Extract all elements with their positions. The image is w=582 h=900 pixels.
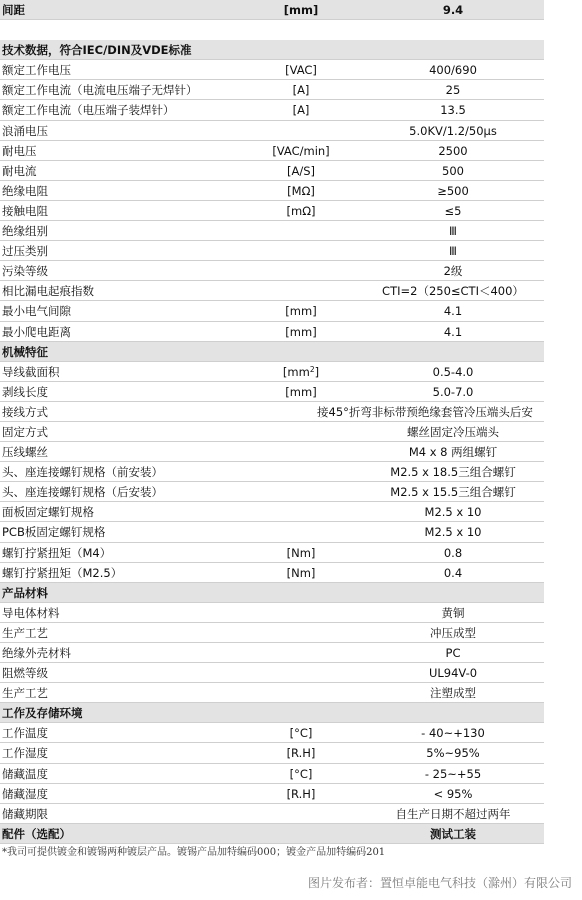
row-value: M2.5 x 10 xyxy=(424,505,482,520)
row-value: 25 xyxy=(445,83,461,98)
row-label: 面板固定螺钉规格 xyxy=(2,505,94,520)
table-row xyxy=(0,322,544,342)
row-unit xyxy=(253,181,349,201)
row-label: 导电体材料 xyxy=(2,605,60,620)
section-header-row xyxy=(0,0,544,20)
row-value: ≤5 xyxy=(444,203,462,218)
row-label: 压线螺丝 xyxy=(2,445,48,460)
table-row xyxy=(0,261,544,281)
row-label: 接线方式 xyxy=(2,404,48,419)
row-label: 间距 xyxy=(2,3,25,17)
row-label: 剥线长度 xyxy=(2,384,48,399)
row-value: 9.4 xyxy=(442,3,464,17)
table-row xyxy=(0,723,544,743)
row-unit xyxy=(253,60,349,80)
section-header-row xyxy=(0,40,544,60)
unit-text: [°C] xyxy=(289,766,313,781)
row-value: 测试工装 xyxy=(430,826,476,841)
row-unit xyxy=(253,784,349,804)
unit-text: [R.H] xyxy=(286,746,316,761)
row-value: Ⅲ xyxy=(449,244,457,259)
table-row xyxy=(0,502,544,522)
unit-text: [R.H] xyxy=(286,786,316,801)
row-value: - 25~+55 xyxy=(424,766,482,781)
row-label: 耐电压 xyxy=(2,143,37,158)
row-unit xyxy=(253,382,349,402)
table-row xyxy=(0,362,544,382)
row-unit xyxy=(253,322,349,342)
row-label: 额定工作电流（电流电压端子无焊针） xyxy=(2,83,198,98)
row-value: 5.0KV/1.2/50μs xyxy=(409,123,497,138)
row-label: 工作温度 xyxy=(2,726,48,741)
table-row xyxy=(0,462,544,482)
row-label: 头、座连接螺钉规格（前安装） xyxy=(2,465,163,480)
unit-text: [mm] xyxy=(285,324,317,339)
row-label: 污染等级 xyxy=(2,264,48,279)
table-row xyxy=(0,603,544,623)
row-value: 4.1 xyxy=(443,304,463,319)
unit-text: [°C] xyxy=(289,726,313,741)
table-row xyxy=(0,301,544,321)
table-row xyxy=(0,643,544,663)
table-row xyxy=(0,442,544,462)
row-label: 耐电流 xyxy=(2,163,37,178)
unit-text-end: ] xyxy=(314,364,320,379)
row-value: 注塑成型 xyxy=(430,686,476,701)
row-label: 头、座连接螺钉规格（后安装） xyxy=(2,485,163,500)
row-value: 2500 xyxy=(438,143,468,158)
row-label: 导线截面积 xyxy=(2,364,60,379)
unit-superscript: 2 xyxy=(309,364,315,374)
row-value: 5.0-7.0 xyxy=(432,384,474,399)
row-value: M4 x 8 两组螺钉 xyxy=(408,445,498,460)
row-unit xyxy=(253,80,349,100)
table-row xyxy=(0,161,544,181)
row-value: 0.5-4.0 xyxy=(432,364,474,379)
row-label: 储藏温度 xyxy=(2,766,48,781)
row-label: 技术数据，符合IEC/DIN及VDE标准 xyxy=(2,43,192,58)
row-label: 绝缘外壳材料 xyxy=(2,646,71,660)
row-label: 配件（选配） xyxy=(2,826,71,841)
unit-text: [VAC] xyxy=(285,63,317,78)
row-value: PC xyxy=(445,646,461,660)
unit-text: [Nm] xyxy=(286,565,316,580)
table-row xyxy=(0,60,544,80)
row-unit xyxy=(253,100,349,120)
row-label: 螺钉拧紧扭矩（M2.5） xyxy=(2,565,123,580)
unit-text: [mm] xyxy=(285,384,317,399)
publisher-credit: 图片发布者：置恒卓能电气科技（滁州）有限公司 xyxy=(307,876,572,890)
row-unit xyxy=(253,0,349,20)
row-unit xyxy=(253,201,349,221)
table-row xyxy=(0,80,544,100)
row-label: PCB板固定螺钉规格 xyxy=(2,525,106,540)
row-label: 工作湿度 xyxy=(2,746,48,761)
table-row xyxy=(0,181,544,201)
table-row xyxy=(0,221,544,241)
table-row xyxy=(0,100,544,120)
row-unit xyxy=(253,764,349,784)
row-label: 绝缘组别 xyxy=(2,224,48,239)
row-value: 冲压成型 xyxy=(430,625,476,640)
row-value: - 40~+130 xyxy=(421,726,485,741)
table-row xyxy=(0,382,544,402)
table-row xyxy=(0,804,544,824)
row-label: 生产工艺 xyxy=(2,686,48,701)
row-label: 螺钉拧紧扭矩（M4） xyxy=(2,545,112,560)
row-label: 接触电阻 xyxy=(2,203,48,218)
row-value: 13.5 xyxy=(440,103,466,118)
row-label: 额定工作电流（电压端子装焊针） xyxy=(2,103,175,118)
row-unit xyxy=(253,743,349,763)
row-label: 储藏湿度 xyxy=(2,786,48,801)
row-value: M2.5 x 10 xyxy=(424,525,482,540)
row-label: 相比漏电起痕指数 xyxy=(2,284,94,299)
row-value: M2.5 x 15.5三组合螺钉 xyxy=(390,485,516,500)
table-row xyxy=(0,543,544,563)
row-label: 生产工艺 xyxy=(2,625,48,640)
row-unit xyxy=(253,723,349,743)
section-header-row xyxy=(0,824,544,844)
row-value: 0.4 xyxy=(443,565,463,580)
row-value: UL94V-0 xyxy=(428,666,478,681)
table-spacer xyxy=(0,20,544,40)
row-value: 4.1 xyxy=(443,324,463,339)
row-unit xyxy=(253,161,349,181)
row-label: 阻燃等级 xyxy=(2,666,48,681)
unit-text: [Nm] xyxy=(286,545,316,560)
table-row xyxy=(0,623,544,643)
row-value: 500 xyxy=(442,163,464,178)
unit-text: [A] xyxy=(292,103,310,118)
unit-text: [A/S] xyxy=(286,163,315,178)
table-row xyxy=(0,784,544,804)
section-header-row xyxy=(0,703,544,723)
row-unit xyxy=(253,543,349,563)
row-value: ≥500 xyxy=(437,183,469,198)
row-label: 储藏期限 xyxy=(2,806,48,821)
row-label: 最小爬电距离 xyxy=(2,324,71,339)
row-value: 400/690 xyxy=(429,63,477,78)
table-row xyxy=(0,281,544,301)
row-value: CTI=2（250≤CTI＜400） xyxy=(382,284,524,299)
table-row xyxy=(0,683,544,703)
table-row xyxy=(0,482,544,502)
unit-text: [mΩ] xyxy=(286,203,316,218)
row-value: 螺丝固定冷压端头 xyxy=(407,424,499,439)
row-value: M2.5 x 18.5三组合螺钉 xyxy=(390,465,516,480)
table-row xyxy=(0,402,544,422)
row-unit xyxy=(253,563,349,583)
table-row xyxy=(0,663,544,683)
table-row xyxy=(0,141,544,161)
row-unit xyxy=(253,362,349,382)
row-value: 自生产日期不超过两年 xyxy=(395,806,511,821)
row-label: 绝缘电阻 xyxy=(2,183,48,198)
unit-text: [A] xyxy=(292,83,310,98)
row-unit xyxy=(253,301,349,321)
unit-text: [mm xyxy=(282,364,310,379)
section-header-row xyxy=(0,342,544,362)
table-row xyxy=(0,764,544,784)
unit-text: [mm] xyxy=(285,304,317,319)
table-row xyxy=(0,201,544,221)
row-label: 机械特征 xyxy=(2,344,48,359)
unit-text: [MΩ] xyxy=(287,183,315,198)
row-value: < 95% xyxy=(433,786,473,801)
table-row xyxy=(0,563,544,583)
row-label: 产品材料 xyxy=(2,585,48,600)
footnote: *我司可提供镀金和镀锡两种镀层产品。镀锡产品加特编码000；镀金产品加特编码201 xyxy=(2,847,386,858)
row-label: 过压类别 xyxy=(2,244,48,259)
unit-text: [mm] xyxy=(283,3,319,17)
table-row xyxy=(0,422,544,442)
row-label: 浪涌电压 xyxy=(2,123,48,138)
row-value: 黄铜 xyxy=(441,605,465,620)
row-label: 固定方式 xyxy=(2,424,48,439)
unit-text: [VAC/min] xyxy=(272,143,330,158)
table-row xyxy=(0,241,544,261)
table-row xyxy=(0,121,544,141)
row-label: 最小电气间隙 xyxy=(2,304,71,319)
row-label: 额定工作电压 xyxy=(2,63,71,78)
section-header-row xyxy=(0,583,544,603)
table-row xyxy=(0,743,544,763)
row-value: 2级 xyxy=(443,264,463,279)
row-value: 5%~95% xyxy=(426,746,480,761)
row-unit xyxy=(253,141,349,161)
row-value: 接45°折弯非标带预绝缘套管冷压端头后安 xyxy=(317,404,533,419)
table-row xyxy=(0,522,544,542)
row-value: 0.8 xyxy=(443,545,463,560)
row-label: 工作及存储环境 xyxy=(2,706,83,721)
row-value: Ⅲ xyxy=(449,224,457,239)
